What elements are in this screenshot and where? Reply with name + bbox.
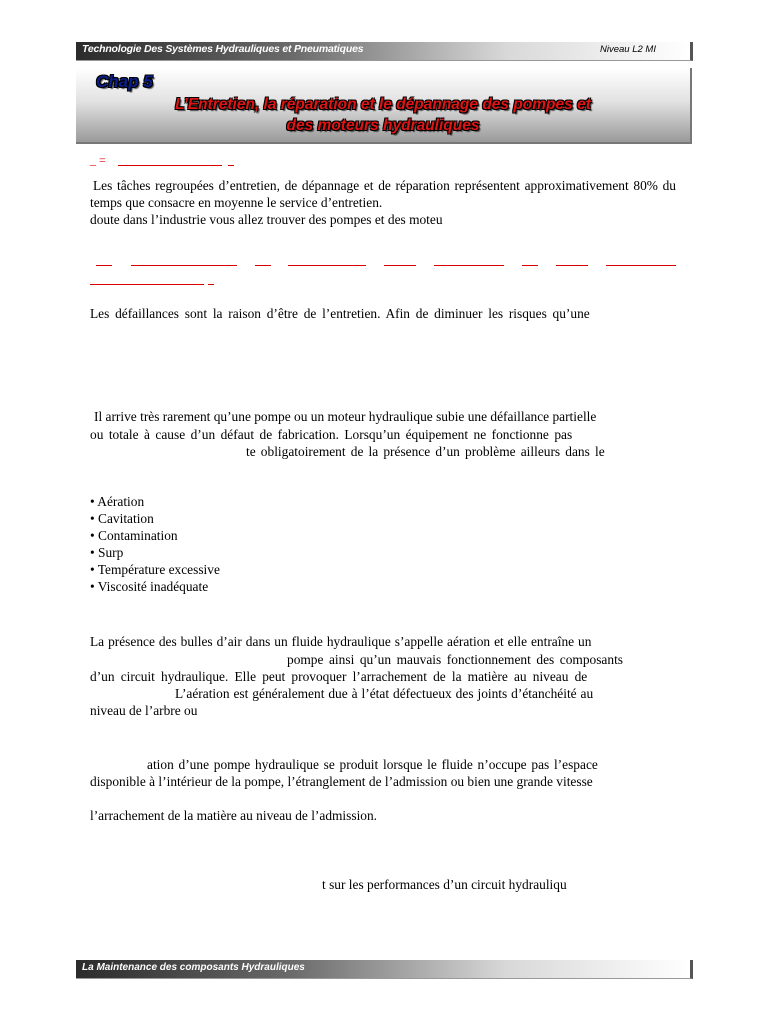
chapter-label: Chap 5 [96, 72, 153, 91]
section1-line-3: doute dans l’industrie vous allez trouver des pompes et des moteu [90, 212, 443, 227]
header-course-title: Technologie Des Systèmes Hydrauliques et Pneumatiques [82, 43, 364, 55]
section2-line-1: Les défaillances sont la raison d’être de l’entretien. Afin de diminuer les risques qu’une [90, 306, 590, 321]
header-level: Niveau L2 MI [600, 44, 656, 55]
section2-heading-underline [90, 284, 204, 285]
footer-title: La Maintenance des composants Hydrauliques [82, 962, 305, 973]
section5-line-2: disponible à l’intérieur de la pompe, l’étranglement de l’admission ou bien une grande vitesse [90, 774, 593, 789]
section5-line-3: l’arrachement de la matière au niveau de l’admission. [90, 808, 378, 823]
list-item: • Aération [90, 494, 145, 509]
section2-heading-underline [522, 265, 538, 266]
section2-heading-underline [384, 265, 416, 266]
list-item: • Température excessive [90, 562, 220, 577]
section2-heading-underline [434, 265, 504, 266]
chapter-title-line-1: L’Entretien, la réparation et le dépannage des pompes et [175, 96, 591, 113]
section1-heading-underline-end [228, 165, 234, 166]
chapter-title [80, 94, 686, 136]
section4-line-4: L’aération est généralement due à l’état défectueux des joints d’étanchéité au [175, 686, 594, 701]
section3-line-3: te obligatoirement de la présence d’un problème ailleurs dans le [246, 444, 605, 459]
section2-heading-underline [255, 265, 271, 266]
chapter-title-line-2: des moteurs hydrauliques [286, 117, 480, 134]
section1-heading-mark: _ = [90, 153, 106, 167]
list-item: • Surp [90, 545, 124, 560]
section4-line-1: La présence des bulles d’air dans un fluide hydraulique s’appelle aération et elle entraîne un [90, 634, 592, 649]
section2-heading-underline [96, 265, 112, 266]
list-item: • Contamination [90, 528, 178, 543]
section2-heading-underline [606, 265, 676, 266]
section4-line-3: d’un circuit hydraulique. Elle peut provoquer l’arrachement de la matière au niveau de [90, 669, 588, 684]
page-footer [76, 960, 693, 979]
section2-heading-underline [131, 265, 237, 266]
list-item: • Viscosité inadéquate [90, 579, 209, 594]
section2-heading-underline [556, 265, 588, 266]
section5-line-1: ation d’une pompe hydraulique se produit lorsque le fluide n’occupe pas l’espace [147, 757, 598, 772]
section1-heading-underline [118, 165, 222, 166]
section2-heading-underline [288, 265, 366, 266]
section1-paragraph: Les tâches regroupées d’entretien, de dépannage et de réparation représentent approximativement 80% du temps que consacre en moyenne le service d’entretien. [90, 178, 676, 210]
section4-line-2: pompe ainsi qu’un mauvais fonctionnement des composants [287, 652, 624, 667]
list-item: • Cavitation [90, 511, 154, 526]
section6-line-1: t sur les performances d’un circuit hydrauliqu [322, 877, 567, 892]
page-header [76, 42, 693, 61]
failure-causes-list [90, 493, 220, 595]
section2-heading-underline [208, 284, 214, 285]
section4-line-5: niveau de l’arbre ou [90, 703, 198, 718]
section3-line-1: Il arrive très rarement qu’une pompe ou un moteur hydraulique subie une défaillance partielle [94, 409, 597, 424]
section3-line-2: ou totale à cause d’un défaut de fabrication. Lorsqu’un équipement ne fonctionne pas [90, 427, 573, 442]
